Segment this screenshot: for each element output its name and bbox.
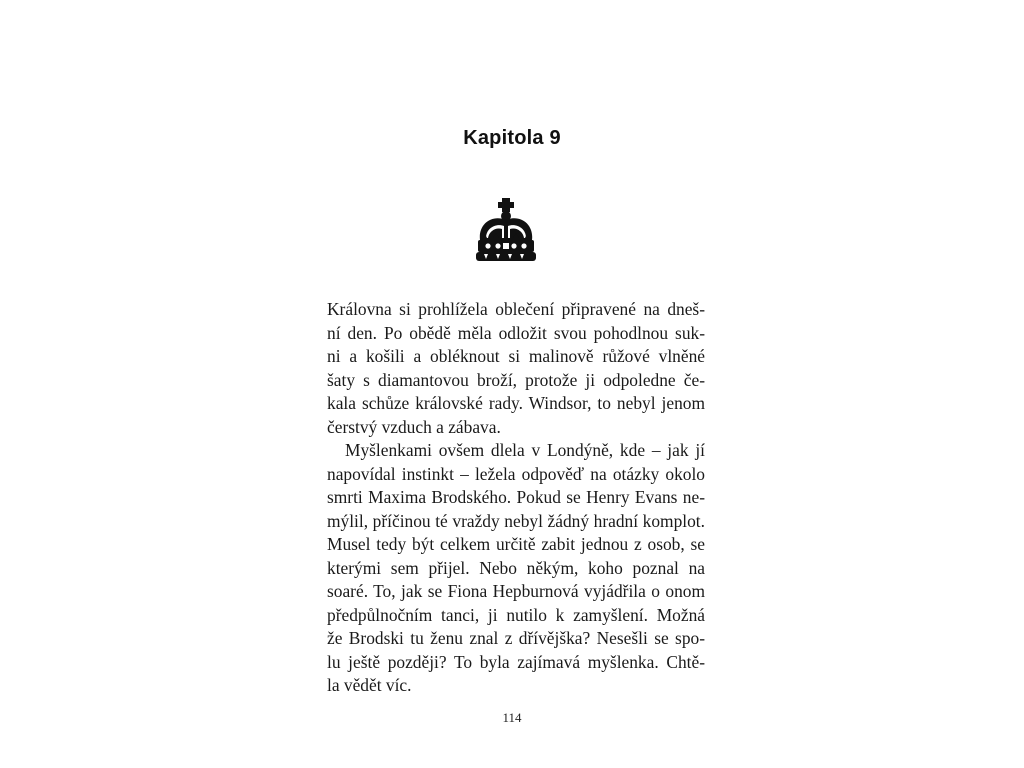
text-line: ní den. Po obědě měla odložit svou pohodlnou suk- [327,322,705,343]
text-line: Myšlenkami ovšem dlela v Londýně, kde – jak jí [345,440,705,460]
crown-icon [474,196,538,266]
chapter-text [327,298,705,698]
text-line: že Brodski tu ženu znal z dřívějška? Nesešli se spo- [327,628,705,648]
text-line: kala schůze královské rady. Windsor, to nebyl jenom [327,393,705,413]
text-line: kterými sem přijel. Nebo někým, koho poznal na [327,557,705,578]
text-line: Musel tedy být celkem určitě zabit jednou z osob, se [327,534,705,554]
text-line: mýlil, příčinou té vraždy nebyl žádný hradní komplot. [327,510,705,531]
text-line: Královna si prohlížela oblečení připravené na dneš- [327,299,705,319]
text-line: čerstvý vzduch a zábava. [327,416,501,437]
text-line: předpůlnočním tanci, ji nutilo k zamyšlení. Možná [327,604,705,625]
text-line: soaré. To, jak se Fiona Hepburnová vyjádřila o onom [327,581,705,601]
text-line: ni a košili a obléknout si malinově růžové vlněné [327,346,705,366]
text-line: šaty s diamantovou broží, protože ji odpoledne če- [327,369,705,390]
page-number: 114 [502,710,522,725]
text-line: la vědět víc. [327,675,412,695]
text-line: napovídal instinkt – ležela odpověď na otázky okolo [327,463,705,484]
text-line: lu ještě později? To byla zajímavá myšlenka. Chtě- [327,651,705,672]
text-line: smrti Maxima Brodského. Pokud se Henry Evans ne- [327,487,705,507]
chapter-title: Kapitola 9 [463,127,561,149]
